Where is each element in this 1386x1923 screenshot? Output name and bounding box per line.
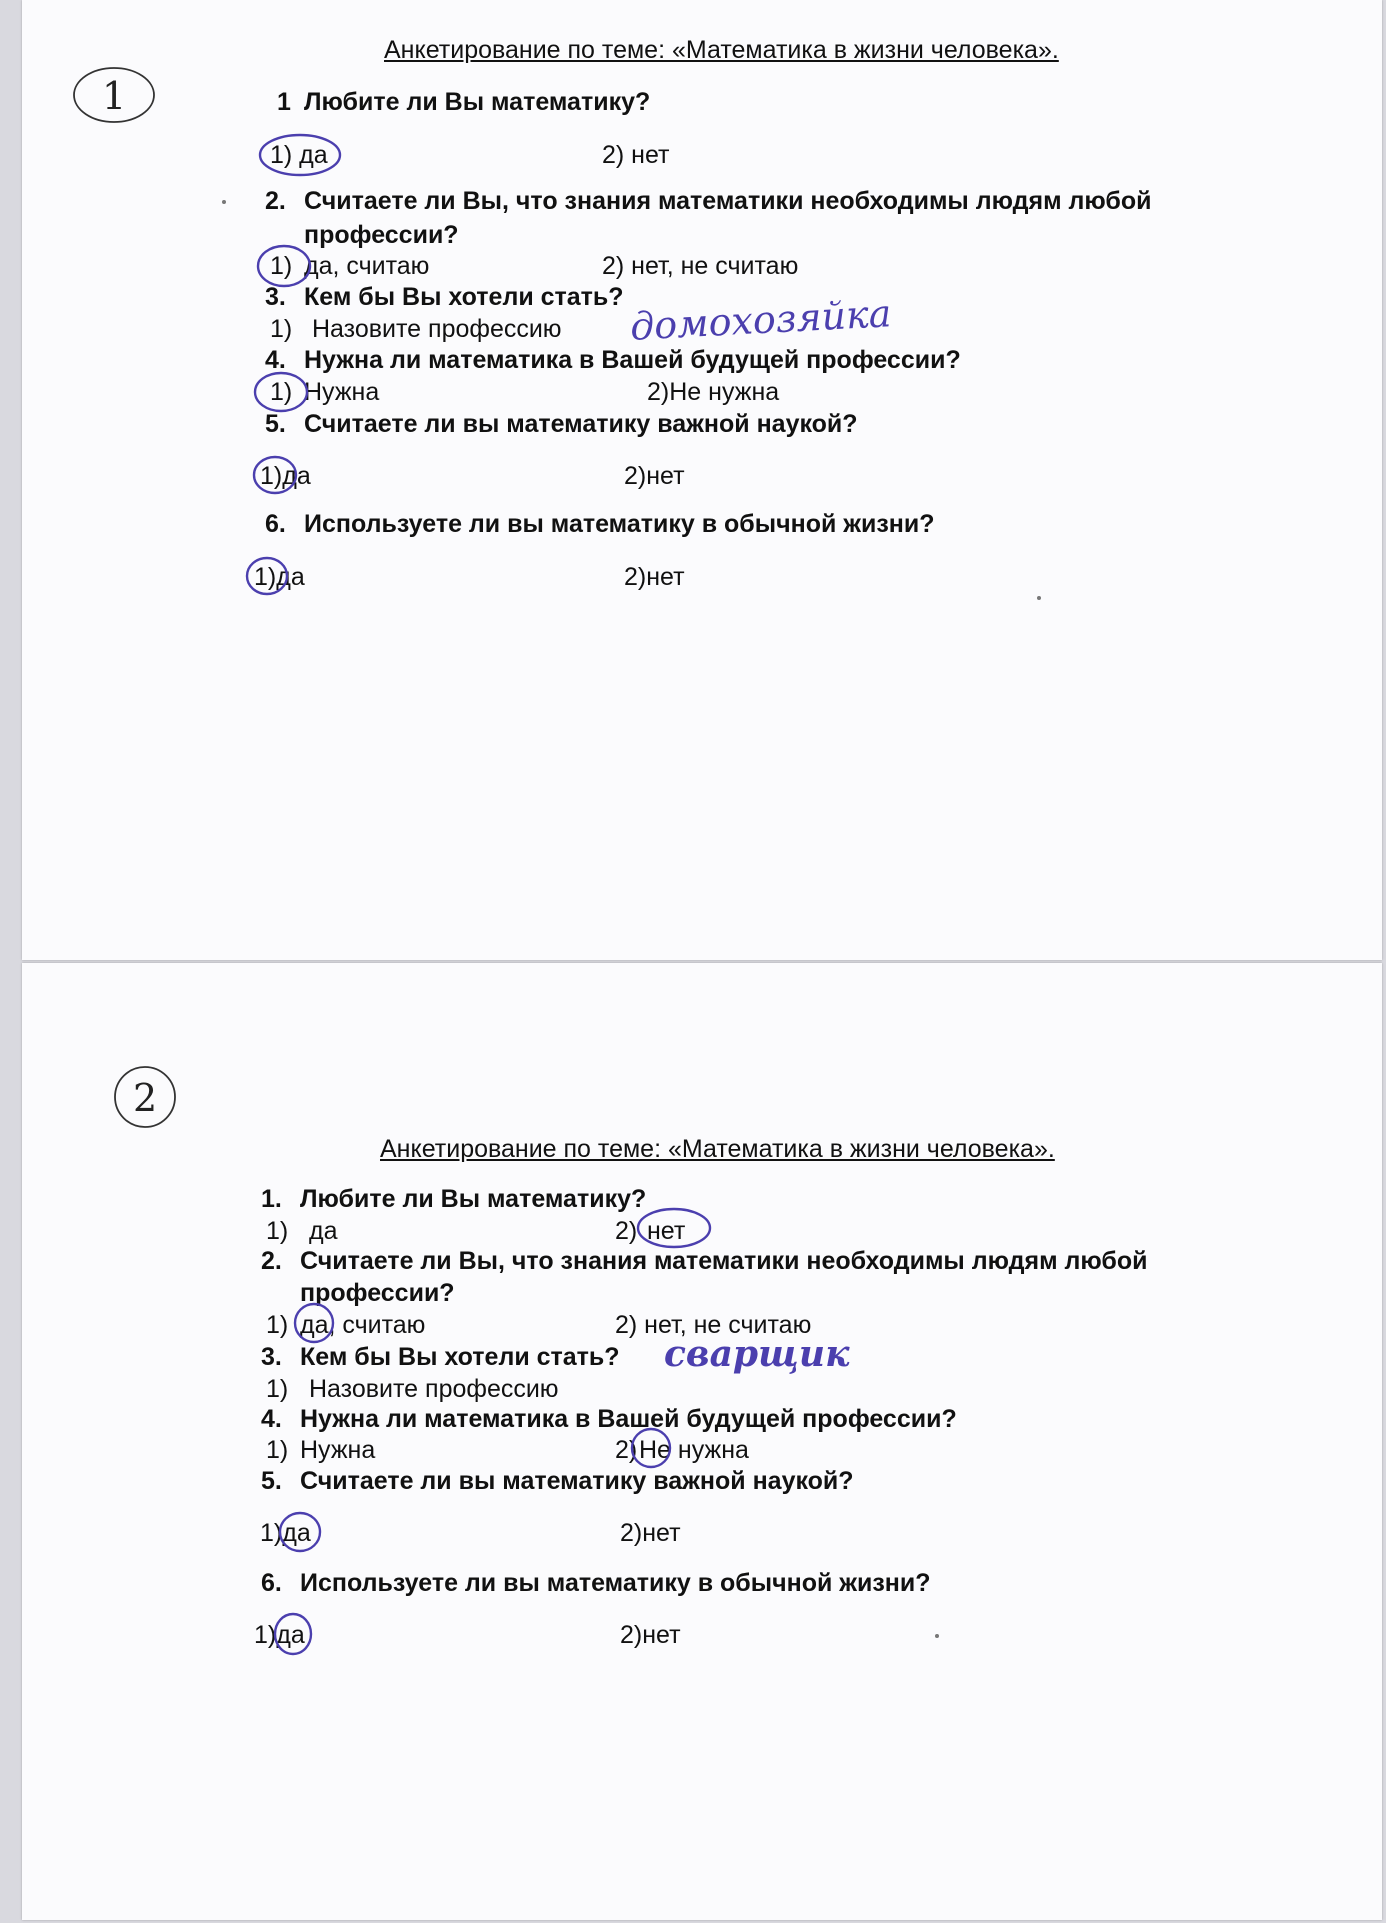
survey-title: Анкетирование по теме: «Математика в жизни человека». xyxy=(384,36,1059,64)
question-4-text: Нужна ли математика в Вашей будущей профессии? xyxy=(304,346,961,374)
q1-option-no[interactable]: нет xyxy=(647,1217,686,1245)
question-4-text: Нужна ли математика в Вашей будущей профессии? xyxy=(300,1405,957,1433)
q5-option-no[interactable]: 2)нет xyxy=(620,1519,681,1547)
q1-option-1-marker[interactable]: 1) xyxy=(266,1217,289,1245)
q2-option-no[interactable]: 2) нет, не считаю xyxy=(602,252,799,280)
q6-option-no[interactable]: 2)нет xyxy=(620,1621,681,1649)
q6-option-yes[interactable]: 1)да xyxy=(254,563,305,591)
question-5-text: Считаете ли вы математику важной наукой? xyxy=(304,410,858,438)
q4-option-no[interactable]: 2)Не нужна xyxy=(647,378,780,406)
question-5-number: 5. xyxy=(261,1467,282,1495)
q2-option-yes[interactable]: да, считаю xyxy=(304,252,430,280)
q2-option-1-marker[interactable]: 1) xyxy=(266,1311,289,1339)
question-3-number: 3. xyxy=(261,1343,282,1371)
question-2-text-line2: профессии? xyxy=(300,1279,455,1307)
q4-option-2-marker[interactable]: 2) xyxy=(615,1436,638,1464)
sheet-number-circle xyxy=(62,65,172,135)
question-3-text: Кем бы Вы хотели стать? xyxy=(304,283,624,311)
q1-option-yes[interactable]: 1) да xyxy=(270,141,328,169)
question-1-text: Любите ли Вы математику? xyxy=(300,1185,647,1213)
questionnaire-sheet-2 xyxy=(22,963,1382,1920)
q5-option-no[interactable]: 2)нет xyxy=(624,462,685,490)
q3-option-1-marker: 1) xyxy=(270,315,293,343)
sheet-number: 1 xyxy=(102,74,127,118)
question-6-text: Используете ли вы математику в обычной жизни? xyxy=(304,510,935,538)
question-2-number: 2. xyxy=(265,187,286,215)
question-6-number: 6. xyxy=(265,510,286,538)
paper-speck xyxy=(1037,596,1041,600)
question-2-number: 2. xyxy=(261,1247,282,1275)
question-3-number: 3. xyxy=(265,283,286,311)
q2-option-1-marker[interactable]: 1) xyxy=(270,252,293,280)
question-5-number: 5. xyxy=(265,410,286,438)
q1-option-no[interactable]: 2) нет xyxy=(602,141,670,169)
q4-option-no[interactable]: Не нужна xyxy=(639,1436,749,1464)
paper-speck xyxy=(222,200,226,204)
sheet-number-circle xyxy=(97,1063,197,1138)
question-1-number: 1 xyxy=(277,88,291,116)
question-2-text-line2: профессии? xyxy=(304,221,459,249)
handwritten-answer: домохозяйка xyxy=(629,291,893,349)
question-1-number: 1. xyxy=(261,1185,282,1213)
question-1-text: Любите ли Вы математику? xyxy=(304,88,651,116)
question-4-number: 4. xyxy=(261,1405,282,1433)
q4-option-1-marker[interactable]: 1) xyxy=(270,378,293,406)
handwritten-answer: сварщик xyxy=(664,1333,850,1375)
q5-option-yes[interactable]: 1)да xyxy=(260,462,311,490)
survey-title: Анкетирование по теме: «Математика в жизни человека». xyxy=(380,1135,1055,1163)
q2-option-no[interactable]: 2) нет, не считаю xyxy=(615,1311,812,1339)
q2-option-yes[interactable]: да, считаю xyxy=(300,1311,426,1339)
q4-option-1-marker[interactable]: 1) xyxy=(266,1436,289,1464)
q6-option-no[interactable]: 2)нет xyxy=(624,563,685,591)
q3-option-1-marker: 1) xyxy=(266,1375,289,1403)
question-3-text: Кем бы Вы хотели стать? xyxy=(300,1343,620,1371)
paper-speck xyxy=(935,1634,939,1638)
questionnaire-sheet-1 xyxy=(22,0,1382,960)
question-5-text: Считаете ли вы математику важной наукой? xyxy=(300,1467,854,1495)
q1-option-2-marker[interactable]: 2) xyxy=(615,1217,638,1245)
q6-option-yes[interactable]: 1)да xyxy=(254,1621,305,1649)
question-6-number: 6. xyxy=(261,1569,282,1597)
q3-profession-prompt: Назовите профессию xyxy=(312,315,562,343)
q3-profession-prompt: Назовите профессию xyxy=(309,1375,559,1403)
q5-option-yes[interactable]: 1)да xyxy=(260,1519,311,1547)
question-4-number: 4. xyxy=(265,346,286,374)
question-6-text: Используете ли вы математику в обычной жизни? xyxy=(300,1569,931,1597)
q4-option-yes[interactable]: Нужна xyxy=(304,378,380,406)
question-2-text: Считаете ли Вы, что знания математики необходимы людям любой xyxy=(300,1247,1148,1275)
q4-option-yes[interactable]: Нужна xyxy=(300,1436,376,1464)
sheet-number: 2 xyxy=(133,1076,158,1120)
q1-option-yes[interactable]: да xyxy=(309,1217,338,1245)
question-2-text: Считаете ли Вы, что знания математики необходимы людям любой xyxy=(304,187,1152,215)
